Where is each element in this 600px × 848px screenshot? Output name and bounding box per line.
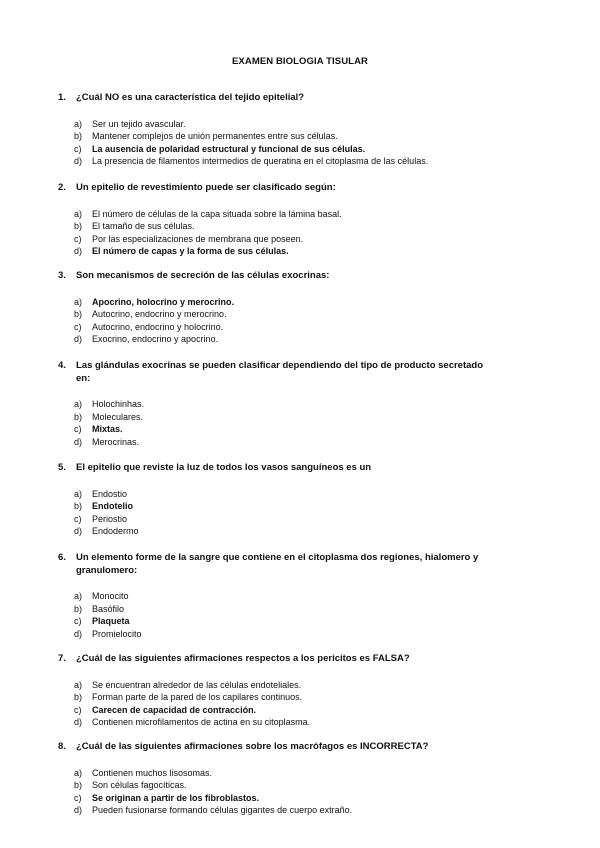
option-c xyxy=(58,792,498,805)
option-text: El número de capas y la forma de sus células. xyxy=(92,246,289,256)
option-letter: c) xyxy=(74,704,82,715)
question-number: 8. xyxy=(58,741,66,752)
option-letter: d) xyxy=(74,156,83,166)
question-number: 7. xyxy=(58,653,66,664)
option-text: Holochinhas. xyxy=(92,399,145,409)
option-list xyxy=(58,208,498,258)
option-c xyxy=(58,423,498,436)
option-letter: c) xyxy=(74,233,82,244)
question-header xyxy=(58,182,498,195)
option-letter: c) xyxy=(74,321,82,332)
question-text: ¿Cuál de las siguientes afirmaciones sobre los macrófagos es INCORRECTA? xyxy=(76,741,429,752)
option-d xyxy=(58,333,498,346)
option-list xyxy=(58,398,498,448)
option-letter: c) xyxy=(74,792,82,803)
option-text: Forman parte de la pared de los capilares continuos. xyxy=(92,692,303,702)
question-header xyxy=(58,270,498,283)
question-text: Un epitelio de revestimiento puede ser clasificado según: xyxy=(76,182,336,193)
option-letter: d) xyxy=(74,334,83,344)
option-text: Se originan a partir de los fibroblastos. xyxy=(92,792,260,803)
option-b xyxy=(58,779,498,792)
option-text: Plaqueta xyxy=(92,616,130,626)
option-letter: d) xyxy=(74,246,83,256)
option-d xyxy=(58,628,498,641)
question-2 xyxy=(58,182,498,258)
question-number: 2. xyxy=(58,182,66,193)
option-d xyxy=(58,525,498,538)
question-header xyxy=(58,462,498,475)
option-d xyxy=(58,155,498,168)
option-d xyxy=(58,804,498,817)
option-text: Carecen de capacidad de contracción. xyxy=(92,704,257,715)
option-text: Apocrino, holocrino y merocrino. xyxy=(92,296,235,307)
page-title: EXAMEN BIOLOGIA TISULAR xyxy=(231,56,368,67)
option-d xyxy=(58,245,498,258)
option-list xyxy=(58,118,498,168)
option-b xyxy=(58,691,498,704)
option-letter: b) xyxy=(74,309,83,319)
option-text: Monocito xyxy=(92,591,129,601)
option-text: Ser un tejido avascular. xyxy=(92,118,186,129)
option-c xyxy=(58,704,498,717)
option-text: Endodermo xyxy=(92,526,139,536)
option-text: Autocrino, endocrino y holocrino. xyxy=(92,321,224,332)
option-text: La ausencia de polaridad estructural y funcional de sus células. xyxy=(92,143,366,154)
option-a xyxy=(58,679,498,692)
option-text: Endotelio xyxy=(92,501,133,511)
question-number: 6. xyxy=(58,552,66,563)
option-b xyxy=(58,411,498,424)
option-letter: a) xyxy=(74,488,83,499)
question-number: 5. xyxy=(58,462,66,473)
question-5 xyxy=(58,462,498,538)
option-text: Se encuentran alrededor de las células endoteliales. xyxy=(92,679,302,690)
option-letter: a) xyxy=(74,591,83,601)
option-letter: a) xyxy=(74,399,83,409)
question-number: 4. xyxy=(58,360,66,371)
option-text: Exocrino, endocrino y apocrino. xyxy=(92,334,219,344)
option-b xyxy=(58,130,498,143)
option-letter: a) xyxy=(74,296,83,307)
question-header xyxy=(58,741,498,754)
option-letter: c) xyxy=(74,616,82,626)
question-3 xyxy=(58,270,498,346)
option-letter: d) xyxy=(74,436,83,447)
option-list xyxy=(58,590,498,640)
question-6 xyxy=(58,552,498,640)
option-letter: b) xyxy=(74,780,83,790)
option-b xyxy=(58,603,498,616)
option-text: Son células fagocíticas. xyxy=(92,780,187,790)
option-letter: d) xyxy=(74,526,83,536)
option-letter: a) xyxy=(74,118,83,129)
option-b xyxy=(58,308,498,321)
option-letter: b) xyxy=(74,603,83,614)
option-letter: a) xyxy=(74,767,83,778)
option-c xyxy=(58,513,498,526)
option-text: Periostio xyxy=(92,513,128,524)
option-text: Por las especializaciones de membrana que poseen. xyxy=(92,233,304,244)
option-text: Autocrino, endocrino y merocrino. xyxy=(92,309,227,319)
option-letter: b) xyxy=(74,501,83,511)
question-text: Las glándulas exocrinas se pueden clasificar dependiendo del tipo de producto secretado en: xyxy=(76,360,484,384)
option-list xyxy=(58,296,498,346)
option-letter: c) xyxy=(74,143,82,154)
option-d xyxy=(58,716,498,729)
option-d xyxy=(58,436,498,449)
option-letter: b) xyxy=(74,411,83,422)
option-text: Contienen muchos lisosomas. xyxy=(92,767,213,778)
option-list xyxy=(58,767,498,817)
question-text: ¿Cuál NO es una característica del tejido epitelial? xyxy=(76,92,305,103)
option-letter: c) xyxy=(74,424,82,434)
option-b xyxy=(58,500,498,513)
option-b xyxy=(58,220,498,233)
option-c xyxy=(58,321,498,334)
question-text: Un elemento forme de la sangre que contiene en el citoplasma dos regiones, hialomero y granulomero: xyxy=(76,552,479,576)
option-letter: a) xyxy=(74,208,83,219)
option-a xyxy=(58,118,498,131)
option-text: El número de células de la capa situada sobre la lámina basal. xyxy=(92,208,342,219)
option-letter: c) xyxy=(74,513,82,524)
question-8 xyxy=(58,741,498,817)
question-number: 1. xyxy=(58,92,66,103)
option-text: Mixtas. xyxy=(92,424,123,434)
option-text: El tamaño de sus células. xyxy=(92,221,195,231)
question-header xyxy=(58,92,498,105)
question-text: Son mecanismos de secreción de las células exocrinas: xyxy=(76,270,330,281)
option-letter: d) xyxy=(74,717,83,727)
option-list xyxy=(58,488,498,538)
question-header xyxy=(58,552,498,577)
option-text: Mantener complejos de unión permanentes entre sus células. xyxy=(92,131,338,141)
option-letter: a) xyxy=(74,679,83,690)
question-1 xyxy=(58,92,498,168)
option-text: Merocrinas. xyxy=(92,436,140,447)
question-number: 3. xyxy=(58,270,66,281)
option-a xyxy=(58,398,498,411)
question-4 xyxy=(58,360,498,448)
option-text: Basófilo xyxy=(92,603,125,614)
option-letter: d) xyxy=(74,805,83,815)
option-a xyxy=(58,488,498,501)
option-text: Endostio xyxy=(92,488,128,499)
option-a xyxy=(58,296,498,309)
question-header xyxy=(58,360,498,385)
option-letter: b) xyxy=(74,692,83,702)
option-text: Moleculares. xyxy=(92,411,144,422)
option-text: Contienen microfilamentos de actina en su citoplasma. xyxy=(92,717,311,727)
option-list xyxy=(58,679,498,729)
option-letter: b) xyxy=(74,221,83,231)
question-text: ¿Cuál de las siguientes afirmaciones respectos a los pericitos es FALSA? xyxy=(76,653,410,664)
question-text: El epitelio que reviste la luz de todos los vasos sanguíneos es un xyxy=(76,462,372,473)
option-letter: b) xyxy=(74,131,83,141)
option-c xyxy=(58,233,498,246)
option-c xyxy=(58,615,498,628)
option-text: La presencia de filamentos intermedios de queratina en el citoplasma de las células. xyxy=(92,156,429,166)
option-c xyxy=(58,143,498,156)
option-a xyxy=(58,590,498,603)
question-7 xyxy=(58,653,498,729)
option-text: Pueden fusionarse formando células gigantes de cuerpo extraño. xyxy=(92,805,353,815)
option-a xyxy=(58,208,498,221)
option-text: Promielocito xyxy=(92,628,142,639)
question-header xyxy=(58,653,498,666)
option-a xyxy=(58,767,498,780)
option-letter: d) xyxy=(74,628,83,639)
